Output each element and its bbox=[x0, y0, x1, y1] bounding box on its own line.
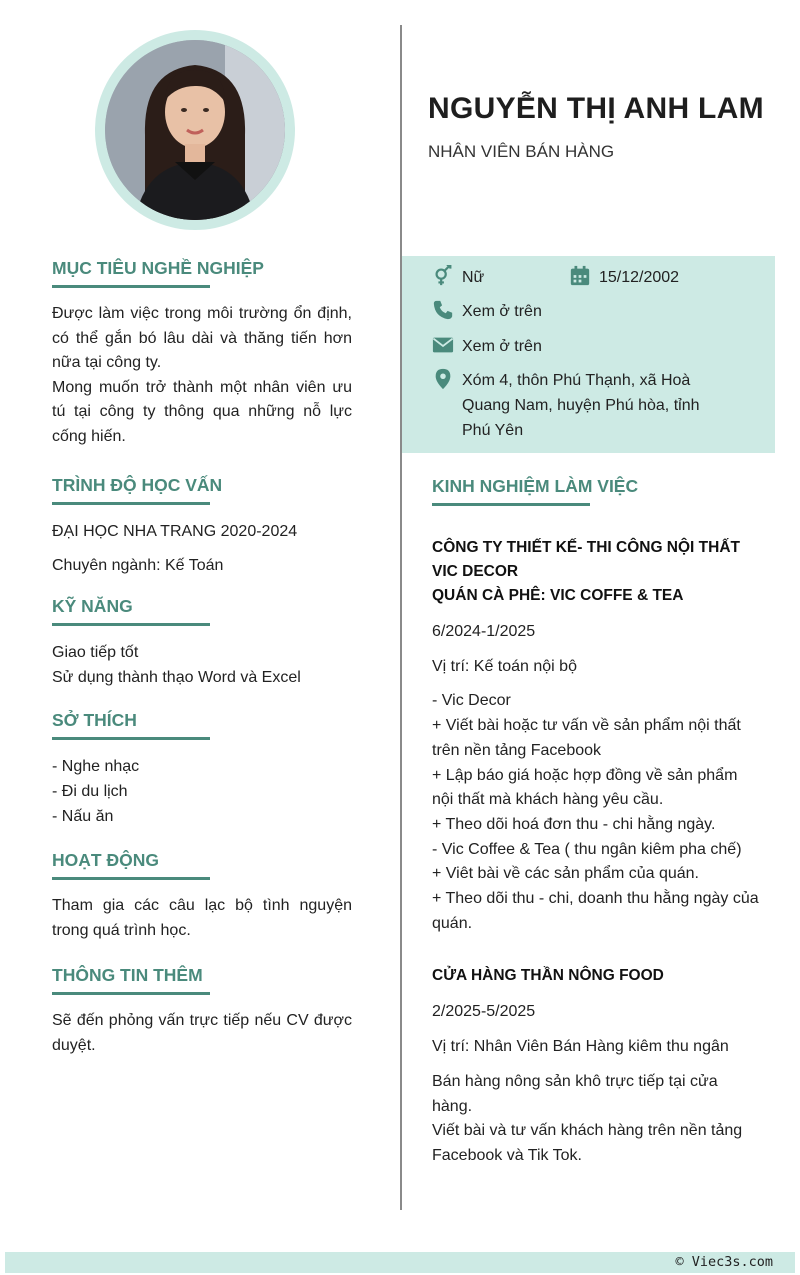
section-hobbies bbox=[52, 710, 352, 829]
column-divider bbox=[400, 25, 402, 1210]
job-detail-line: Viết bài và tư vấn khách hàng trên nền tảng Facebook và Tik Tok. bbox=[432, 1122, 743, 1164]
activities-title: HOẠT ĐỘNG bbox=[52, 850, 159, 870]
hobbies-title: SỞ THÍCH bbox=[52, 710, 137, 730]
address-value: Xóm 4, thôn Phú Thạnh, xã Hoà Quang Nam, huyện Phú hòa, tỉnh Phú Yên bbox=[462, 372, 700, 439]
company-name: CỬA HÀNG THẦN NÔNG FOOD bbox=[432, 967, 664, 985]
gender-value: Nữ bbox=[462, 269, 485, 286]
objective-paragraph-1: Được làm việc trong môi trường ổn định, có thể gắn bó lâu dài và thăng tiến hơn nữa tại công ty. bbox=[52, 305, 352, 371]
section-underline bbox=[52, 285, 210, 288]
job-position: Vị trí: Nhân Viên Bán Hàng kiêm thu ngân bbox=[432, 1038, 729, 1056]
section-underline bbox=[52, 502, 210, 505]
hobby-item: - Đi du lịch bbox=[52, 783, 128, 800]
job-detail-line: + Theo dõi thu - chi, doanh thu hằng ngày của quán. bbox=[432, 890, 759, 932]
section-activities bbox=[52, 850, 352, 943]
job-entry bbox=[432, 964, 760, 1168]
gender-icon bbox=[432, 265, 454, 287]
job-detail-line: + Lập báo giá hoặc hợp đồng về sản phẩm nội thất mà khách hàng yêu cầu. bbox=[432, 766, 738, 809]
hobby-item: - Nấu ăn bbox=[52, 808, 114, 825]
experience-title: KINH NGHIỆM LÀM VIỆC bbox=[432, 476, 639, 496]
section-extra-info bbox=[52, 965, 352, 1058]
job-position: Vị trí: Kế toán nội bộ bbox=[432, 657, 577, 675]
job-period: 6/2024-1/2025 bbox=[432, 623, 536, 640]
skill-item: Sử dụng thành thạo Word và Excel bbox=[52, 669, 301, 686]
email-icon bbox=[432, 334, 454, 356]
education-school: ĐẠI HỌC NHA TRANG 2020-2024 bbox=[52, 523, 298, 540]
experience-column bbox=[432, 476, 760, 1169]
company-name: VIC DECOR bbox=[432, 563, 519, 580]
skill-item: Giao tiếp tốt bbox=[52, 644, 139, 661]
company-name: CÔNG TY THIẾT KẾ- THI CÔNG NỘI THẤT bbox=[432, 539, 740, 556]
job-detail-line: + Viêt bài về các sản phẩm của quán. bbox=[432, 865, 699, 883]
company-name: QUÁN CÀ PHÊ: VIC COFFE & TEA bbox=[432, 587, 684, 604]
contact-panel bbox=[402, 256, 775, 453]
section-underline bbox=[432, 503, 590, 506]
section-skills bbox=[52, 596, 352, 690]
job-detail-line: + Theo dõi hoá đơn thu - chi hằng ngày. bbox=[432, 815, 716, 833]
footer-credit: © Viec3s.com bbox=[675, 1254, 773, 1270]
objective-paragraph-2: Mong muốn trở thành một nhân viên ưu tú tại công ty thông qua những nỗ lực cống hiến. bbox=[52, 378, 352, 445]
skills-title: KỸ NĂNG bbox=[52, 596, 133, 616]
job-detail-line: - Vic Decor bbox=[432, 692, 511, 710]
job-detail-line: Bán hàng nông sản khô trực tiếp tại cửa hàng. bbox=[432, 1072, 718, 1115]
objective-title: MỤC TIÊU NGHỀ NGHIỆP bbox=[52, 258, 264, 278]
section-underline bbox=[52, 992, 210, 995]
contact-address bbox=[432, 368, 732, 443]
job-details bbox=[432, 689, 760, 936]
activities-text: Tham gia các câu lạc bộ tình nguyện trong quá trình học. bbox=[52, 897, 352, 939]
extra-info-text: Sẽ đến phỏng vấn trực tiếp nếu CV được duyệt. bbox=[52, 1012, 352, 1054]
left-column bbox=[52, 258, 352, 1058]
education-title: TRÌNH ĐỘ HỌC VẤN bbox=[52, 475, 223, 495]
birthday-value: 15/12/2002 bbox=[599, 269, 680, 286]
candidate-name: NGUYỄN THỊ ANH LAM bbox=[428, 92, 764, 125]
location-icon bbox=[432, 368, 454, 390]
contact-birthday bbox=[569, 265, 679, 290]
section-underline bbox=[52, 737, 210, 740]
job-detail-line: + Viết bài hoặc tư vấn về sản phẩm nội thất trên nền tảng Facebook bbox=[432, 717, 741, 759]
calendar-icon bbox=[569, 265, 591, 287]
avatar-frame bbox=[95, 30, 295, 230]
portrait-illustration bbox=[105, 40, 285, 220]
contact-gender bbox=[432, 265, 484, 290]
job-detail-line: - Vic Coffee & Tea ( thu ngân kiêm pha chế) bbox=[432, 840, 742, 858]
footer-bar bbox=[5, 1252, 795, 1273]
job-title: NHÂN VIÊN BÁN HÀNG bbox=[428, 142, 615, 161]
extra-info-title: THÔNG TIN THÊM bbox=[52, 965, 203, 985]
job-entry bbox=[432, 536, 760, 936]
job-details bbox=[432, 1070, 760, 1169]
section-underline bbox=[52, 877, 210, 880]
contact-phone bbox=[432, 299, 542, 324]
job-period: 2/2025-5/2025 bbox=[432, 1003, 536, 1021]
section-education bbox=[52, 475, 352, 578]
hobby-item: - Nghe nhạc bbox=[52, 758, 140, 775]
education-major: Chuyên ngành: Kế Toán bbox=[52, 557, 224, 574]
email-value: Xem ở trên bbox=[462, 338, 542, 355]
section-underline bbox=[52, 623, 210, 626]
section-objective bbox=[52, 258, 352, 449]
phone-icon bbox=[432, 299, 454, 321]
contact-email bbox=[432, 334, 542, 359]
phone-value: Xem ở trên bbox=[462, 303, 542, 320]
avatar bbox=[105, 40, 285, 220]
